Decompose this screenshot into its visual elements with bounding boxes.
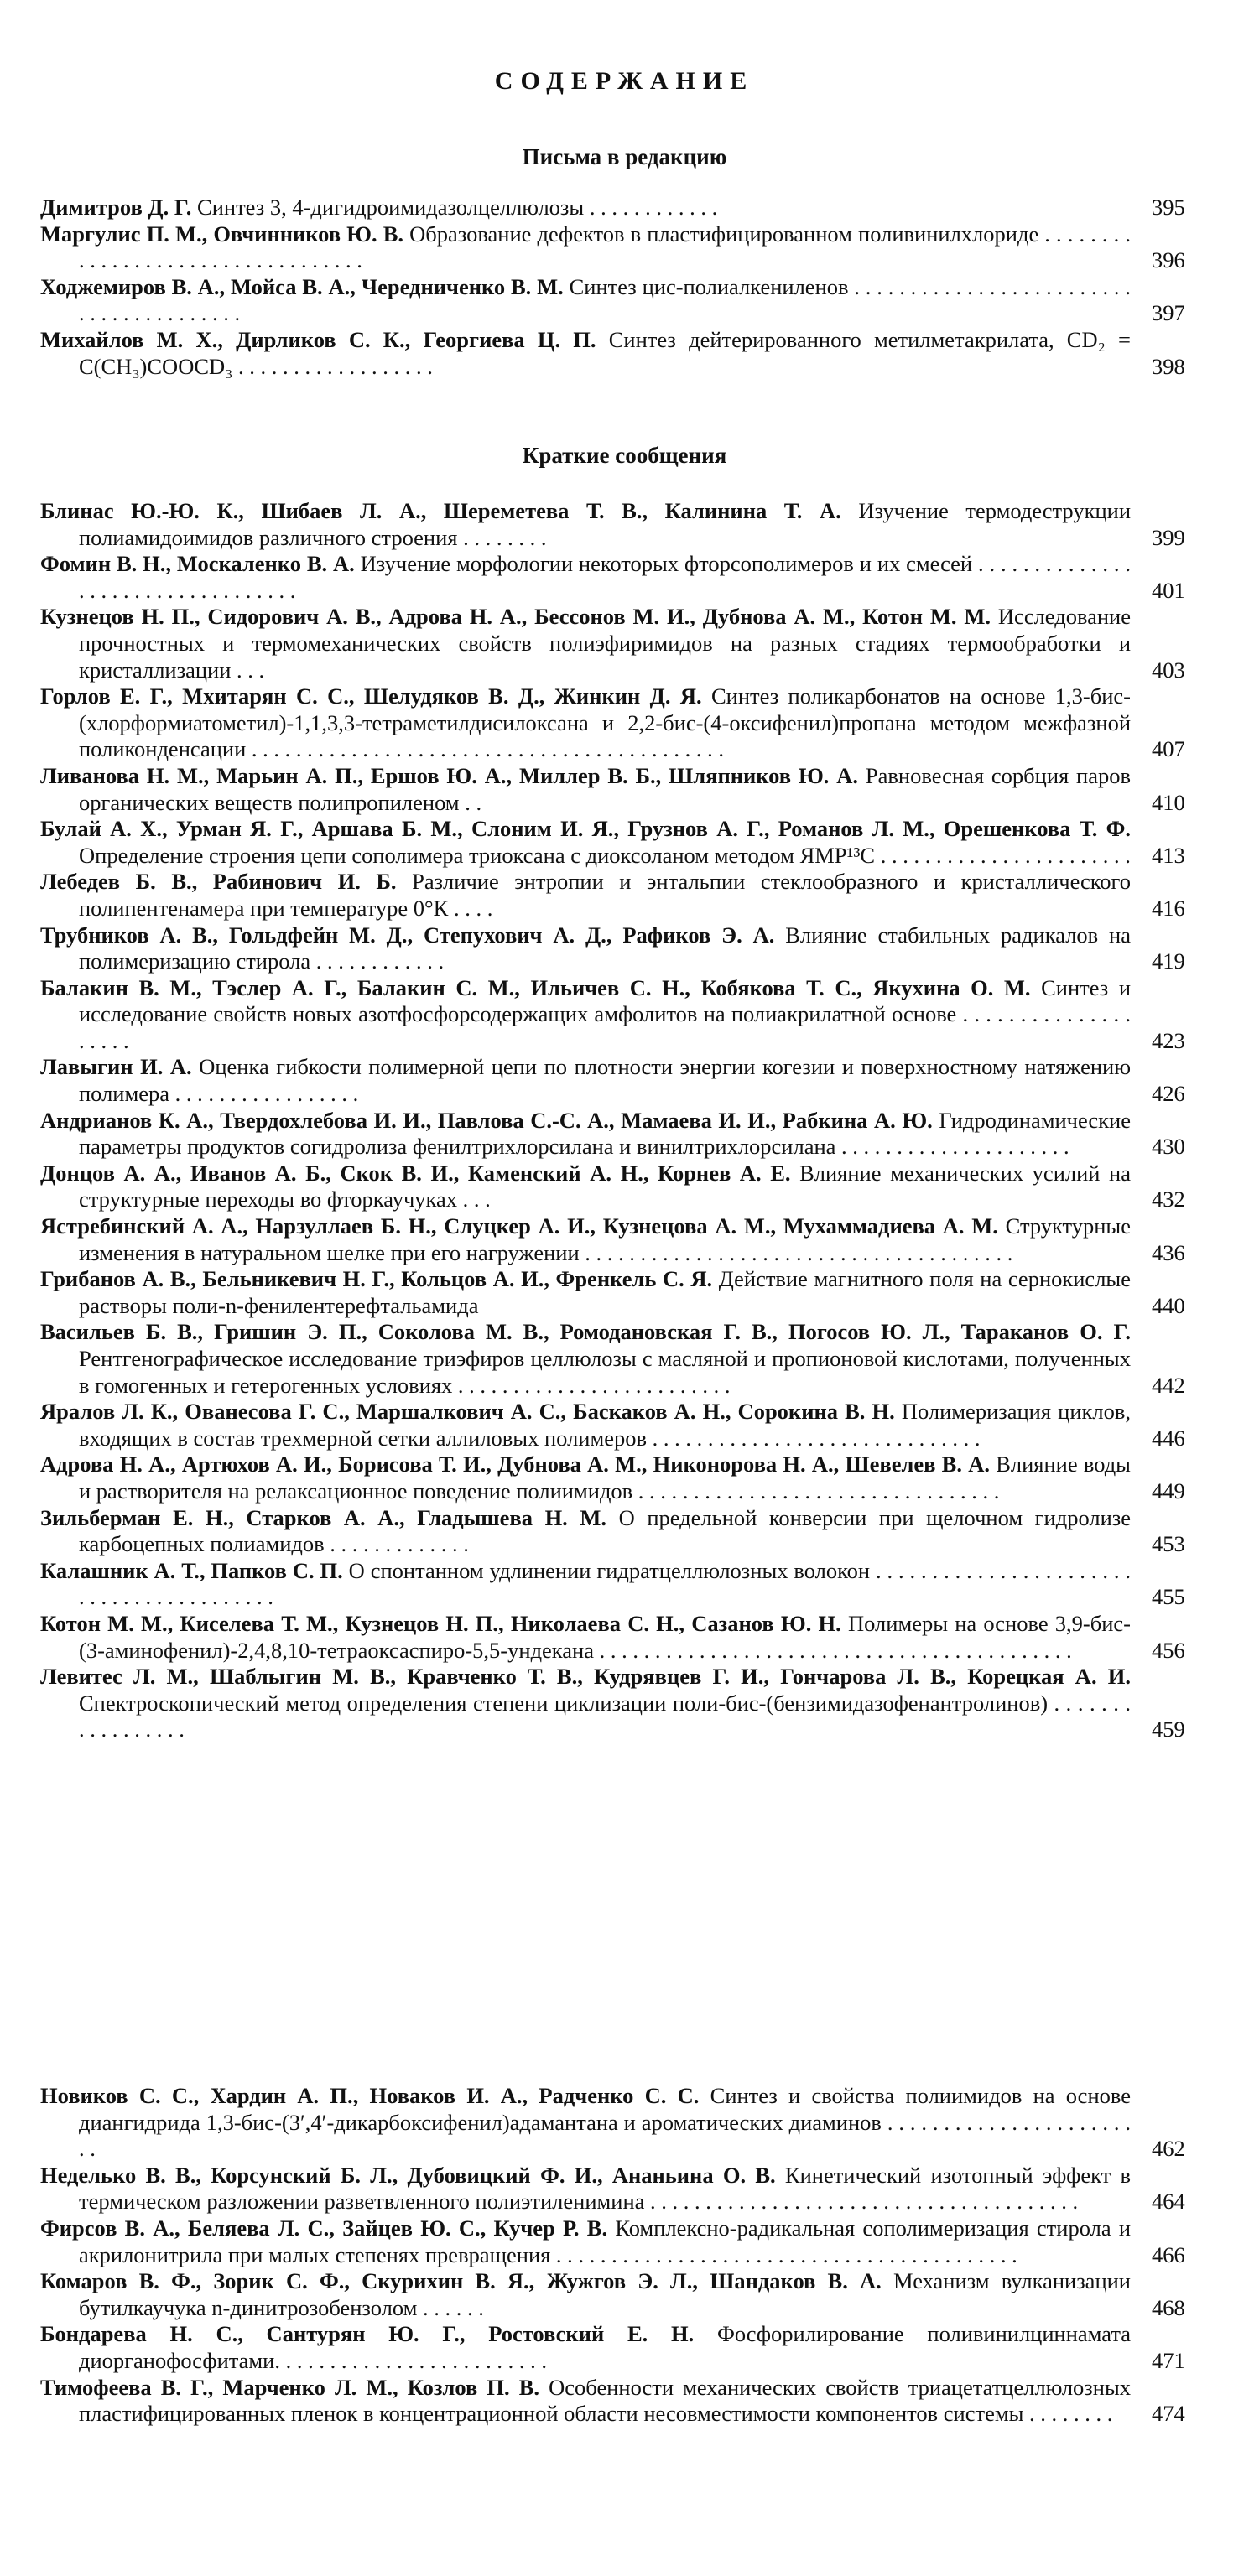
toc-entry: [40, 1611, 1210, 1664]
entry-page-number: 426: [1152, 1081, 1185, 1107]
entry-page-number: 459: [1152, 1716, 1185, 1742]
entry-authors: Трубников А. В., Гольдфейн М. Д., Степухович А. Д., Рафиков Э. А.: [40, 922, 775, 948]
entry-title: Полимеры на основе 3,9-бис-(3-аминофенил)-2,4,8,10-тетраоксаспиро-5,5-ундекана . . . . . . . . . . . . . . . . . . . . . . . . . . . . . . . . . . . . . . . . . . .: [79, 1610, 1131, 1663]
entry-page-number: 419: [1152, 948, 1185, 974]
toc-entry: [40, 1319, 1210, 1399]
entry-title: Исследование прочностных и термомеханических свойств полиэфиримидов на разных стадиях термообработки и кристаллизации . . .: [79, 604, 1131, 683]
entry-title: Гидродинамические параметры продуктов согидролиза фенилтрихлорсилана и винилтрихлорсилана . . . . . . . . . . . . . . . . . . . . .: [79, 1107, 1131, 1160]
entry-title: Механизм вулканизации бутилкаучука n-динитрозобензолом . . . . . .: [79, 2268, 1131, 2320]
toc-entry: [40, 498, 1210, 551]
entry-authors: Ходжемиров В. А., Мойса В. А., Чередниченко В. М.: [40, 273, 564, 299]
toc-entry: [40, 763, 1210, 816]
entry-page-number: 464: [1152, 2189, 1185, 2215]
entry-page-number: 403: [1152, 657, 1185, 683]
section-short-reports-list: [40, 498, 1210, 1743]
toc-entry: [40, 1161, 1210, 1213]
entry-authors: Фомин В. Н., Москаленко В. А.: [40, 551, 355, 577]
toc-entry: [40, 975, 1210, 1055]
entry-title: Особенности механических свойств триацетатцеллюлозных пластифицированных пленок в концентрационной области несовместимости компонентов системы . . . . . . . .: [79, 2374, 1132, 2427]
entry-page-number: 401: [1152, 577, 1185, 603]
entry-title: Фосфорилирование поливинилциннамата диорганофосфитами. . . . . . . . . . . . . . . . . . . . . . . . .: [79, 2321, 1131, 2373]
entry-title: Оценка гибкости полимерной цепи по плотности энергии когезии и поверхностному натяжению полимера . . . . . . . . . . . . . . . . .: [79, 1054, 1131, 1107]
entry-page-number: 410: [1152, 789, 1185, 815]
entry-title: О спонтанном удлинении гидратцеллюлозных волокон . . . . . . . . . . . . . . . . . . . . . . . . . . . . . . . . . . . . . . . . .: [79, 1557, 1132, 1610]
toc-entry: [40, 922, 1210, 975]
entry-page-number: 398: [1152, 353, 1185, 379]
entry-title: Комплексно-радикальная сополимеризация стирола и акрилонитрила при малых степенях превращения . . . . . . . . . . . . . . . . . . . . . . . . . . . . . . . . . . . . . . . . . .: [79, 2215, 1132, 2267]
entry-title: Синтез поликарбонатов на основе 1,3-бис-(хлорформиатометил)-1,1,3,3-тетраметилдисилоксана и 2,2-бис-(4-оксифенил)пропана методом межфазной поликонденсации . . . . . . . . . . . . . . . . . . . . . . . . . . . . . . . . . . . . . . . . . . .: [79, 683, 1132, 762]
entry-title: Действие магнитного поля на сернокислые растворы поли-n-фенилентерефтальамида: [79, 1266, 1131, 1318]
entry-authors: Кузнецов Н. П., Сидорович А. В., Адрова Н. А., Бессонов М. И., Дубнова А. М., Котон М. М.: [40, 604, 991, 630]
page-title: СОДЕРЖАНИЕ: [494, 67, 755, 95]
entry-title: Определение строения цепи сополимера триоксана с диоксоланом методом ЯМР¹³С . . . . . . . . . . . . . . . . . . . . . . .: [79, 842, 1131, 868]
toc-entry: [40, 604, 1210, 683]
entry-authors: Котон М. М., Киселева Т. М., Кузнецов Н. П., Николаева С. Н., Сазанов Ю. Н.: [40, 1610, 841, 1636]
entry-title: Влияние механических усилий на структурные переходы во фторкаучуках . . .: [79, 1160, 1131, 1213]
entry-page-number: 397: [1152, 300, 1185, 326]
entry-page-number: 442: [1152, 1372, 1185, 1398]
entry-authors: Тимофеева В. Г., Марченко Л. М., Козлов П. В.: [40, 2374, 540, 2400]
entry-page-number: 396: [1152, 247, 1185, 273]
entry-authors: Бондарева Н. С., Сантурян Ю. Г., Ростовский Е. Н.: [40, 2321, 695, 2347]
entry-title: Различие энтропии и энтальпии стеклообразного и кристаллического полипентенамера при температуре 0°К . . . .: [79, 869, 1131, 921]
toc-entry: [40, 1558, 1210, 1611]
entry-title: О предельной конверсии при щелочном гидролизе карбоцепных полиамидов . . . . . . . . . . . . .: [79, 1504, 1131, 1557]
entry-title: Равновесная сорбция паров органических веществ полипропиленом . .: [79, 762, 1132, 815]
entry-page-number: 416: [1152, 895, 1185, 921]
entry-authors: Димитров Д. Г.: [40, 195, 192, 220]
entry-authors: Левитес Л. М., Шаблыгин М. В., Кравченко Т. В., Кудрявцев Г. И., Гончарова Л. В., Корецкая А. И.: [40, 1664, 1131, 1690]
entry-authors: Грибанов А. В., Бельникевич Н. Г., Кольцов А. И., Френкель С. Я.: [40, 1266, 713, 1292]
section-letters-list: [40, 195, 1210, 380]
entry-title: Синтез дейтерированного метилметакрилата, CD₂ = C(CH₃)COOCD₃ . . . . . . . . . . . . . . . . . .: [79, 326, 1131, 379]
toc-entry: [40, 1108, 1210, 1161]
entry-page-number: 453: [1152, 1531, 1185, 1557]
entry-title: Спектроскопический метод определения степени циклизации поли-бис-(бензимидазофенантролинов) . . . . . . . . . . . . . . . . .: [79, 1690, 1131, 1742]
entry-page-number: 474: [1152, 2401, 1185, 2427]
toc-entry: [40, 1452, 1210, 1504]
entry-authors: Булай А. Х., Урман Я. Г., Аршава Б. М., Слоним И. Я., Грузнов А. Г., Романов Л. М., Орешенкова Т. Ф.: [40, 816, 1131, 842]
section-heading-letters: Письма в редакцию: [522, 144, 727, 169]
toc-entry: [40, 195, 1210, 221]
entry-page-number: 432: [1152, 1187, 1185, 1213]
entry-title: Изучение термодеструкции полиамидоимидов различного строения . . . . . . . .: [79, 498, 1131, 550]
entry-title: Влияние стабильных радикалов на полимеризацию стирола . . . . . . . . . . . .: [79, 922, 1132, 974]
entry-page-number: 466: [1152, 2241, 1185, 2267]
entry-authors: Комаров В. Ф., Зорик С. Ф., Скурихин В. Я., Жужгов Э. Л., Шандаков В. А.: [40, 2268, 882, 2294]
entry-title: Изучение морфологии некоторых фторсополимеров и их смесей . . . . . . . . . . . . . . . . . . . . . . . . . . . . . . . . . .: [79, 551, 1132, 603]
toc-entry: [40, 551, 1210, 604]
toc-entry: [40, 2215, 1210, 2268]
toc-entry: [40, 327, 1210, 380]
entry-authors: Зильберман Е. Н., Старков А. А., Гладышева Н. М.: [40, 1504, 607, 1530]
entry-authors: Андрианов К. А., Твердохлебова И. И., Павлова С.-С. А., Мамаева И. И., Рабкина А. Ю.: [40, 1107, 933, 1133]
toc-entry: [40, 816, 1210, 869]
entry-page-number: 462: [1152, 2136, 1185, 2162]
toc-entry: [40, 274, 1210, 327]
entry-title: Кинетический изотопный эффект в термическом разложении разветвленного полиэтиленимина . . . . . . . . . . . . . . . . . . . . . . . . . . . . . . . . . . . . . . .: [79, 2162, 1132, 2215]
entry-page-number: 440: [1152, 1292, 1185, 1318]
toc-entry: [40, 683, 1210, 763]
entry-title: Полимеризация циклов, входящих в состав трехмерной сетки аллиловых полимеров . . . . . . . . . . . . . . . . . . . . . . . . . . . . . .: [79, 1399, 1131, 1451]
entry-authors: Горлов Е. Г., Мхитарян С. С., Шелудяков В. Д., Жинкин Д. Я.: [40, 683, 702, 709]
toc-entry: [40, 1505, 1210, 1558]
toc-entry: [40, 2268, 1210, 2321]
entry-page-number: 455: [1152, 1584, 1185, 1610]
entry-authors: Михайлов М. Х., Дирликов С. К., Георгиева Ц. П.: [40, 326, 596, 352]
entry-title: Рентгенографическое исследование триэфиров целлюлозы с масляной и пропионовой кислотами, полученных в гомогенных и гетерогенных условиях . . . . . . . . . . . . . . . . . . . . . . . . .: [79, 1346, 1131, 1398]
entry-page-number: 436: [1152, 1239, 1185, 1265]
entry-page-number: 430: [1152, 1134, 1185, 1160]
entry-authors: Лебедев Б. В., Рабинович И. Б.: [40, 869, 397, 895]
entry-authors: Адрова Н. А., Артюхов А. И., Борисова Т. И., Дубнова А. М., Никонорова Н. А., Шевелев В. А.: [40, 1452, 990, 1478]
toc-entry: [40, 1054, 1210, 1107]
entry-title: Синтез 3, 4-дигидроимидазолцеллюлозы . . . . . . . . . . . .: [191, 195, 718, 220]
entry-page-number: 456: [1152, 1637, 1185, 1663]
entry-authors: Новиков С. С., Хардин А. П., Новаков И. А., Радченко С. С.: [40, 2083, 700, 2108]
entry-page-number: 423: [1152, 1027, 1185, 1053]
entry-authors: Неделько В. В., Корсунский Б. Л., Дубовицкий Ф. И., Ананьина О. В.: [40, 2162, 776, 2188]
toc-entry: [40, 869, 1210, 922]
entry-authors: Фирсов В. А., Беляева Л. С., Зайцев Ю. С., Кучер Р. В.: [40, 2215, 608, 2241]
section-extra-list: [40, 2083, 1210, 2428]
entry-page-number: 468: [1152, 2294, 1185, 2320]
entry-page-number: 446: [1152, 1425, 1185, 1451]
toc-entry: [40, 1213, 1210, 1266]
toc-entry: [40, 221, 1210, 274]
entry-title: Влияние воды и растворителя на релаксационное поведение полиимидов . . . . . . . . . . . . . . . . . . . . . . . . . . . . . . . . .: [79, 1452, 1131, 1504]
toc-entry: [40, 2083, 1210, 2163]
entry-page-number: 471: [1152, 2347, 1185, 2373]
entry-page-number: 399: [1152, 524, 1185, 550]
entry-title: Синтез и исследование свойств новых азотфосфорсодержащих амфолитов на полиакрилатной основе . . . . . . . . . . . . . . . . . . . .: [79, 974, 1131, 1053]
toc-entry: [40, 2163, 1210, 2215]
entry-authors: Ливанова Н. М., Марьин А. П., Ершов Ю. А., Миллер В. Б., Шляпников Ю. А.: [40, 762, 859, 788]
entry-authors: Яралов Л. К., Ованесова Г. С., Маршалкович А. С., Баскаков А. Н., Сорокина В. Н.: [40, 1399, 895, 1425]
toc-entry: [40, 2375, 1210, 2428]
entry-authors: Балакин В. М., Тэслер А. Г., Балакин С. М., Ильичев С. Н., Кобякова Т. С., Якухина О. М.: [40, 974, 1031, 1000]
entry-authors: Ястребинский А. А., Нарзуллаев Б. Н., Слуцкер А. И., Кузнецова А. М., Мухаммадиева А. М.: [40, 1213, 998, 1239]
toc-entry: [40, 2321, 1210, 2374]
toc-entry: [40, 1399, 1210, 1452]
entry-authors: Васильев Б. В., Гришин Э. П., Соколова М. В., Ромодановская Г. В., Погосов Ю. Л., Тараканов О. Г.: [40, 1319, 1131, 1345]
entry-title: Структурные изменения в натуральном шелке при его нагружении . . . . . . . . . . . . . . . . . . . . . . . . . . . . . . . . . . . . . . .: [79, 1213, 1132, 1265]
entry-title: Синтез и свойства полиимидов на основе диангидрида 1,3-бис-(3′,4′-дикарбоксифенил)адамантана и ароматических диаминов . . . . . . . . . . . . . . . . . . . . . . . .: [79, 2083, 1131, 2162]
entry-authors: Калашник А. Т., Папков С. П.: [40, 1557, 343, 1583]
entry-authors: Блинас Ю.-Ю. К., Шибаев Л. А., Шереметева Т. В., Калинина Т. А.: [40, 498, 841, 523]
entry-title: Образование дефектов в пластифицированном поливинилхлориде . . . . . . . . . . . . . . . . . . . . . . . . . . . . . . . . . .: [79, 221, 1131, 273]
entry-title: Синтез цис-полиалкениленов . . . . . . . . . . . . . . . . . . . . . . . . . . . . . . . . . . . . . . . .: [79, 273, 1131, 326]
entry-authors: Донцов А. А., Иванов А. Б., Скок В. И., Каменский А. Н., Корнев А. Е.: [40, 1160, 791, 1186]
entry-page-number: 395: [1152, 195, 1185, 220]
toc-entry: [40, 1664, 1210, 1743]
section-heading-short-reports: Краткие сообщения: [522, 443, 727, 468]
entry-authors: Лавыгин И. А.: [40, 1054, 192, 1080]
entry-page-number: 449: [1152, 1478, 1185, 1504]
entry-page-number: 407: [1152, 736, 1185, 762]
entry-page-number: 413: [1152, 842, 1185, 868]
entry-authors: Маргулис П. М., Овчинников Ю. В.: [40, 221, 404, 247]
toc-entry: [40, 1266, 1210, 1319]
